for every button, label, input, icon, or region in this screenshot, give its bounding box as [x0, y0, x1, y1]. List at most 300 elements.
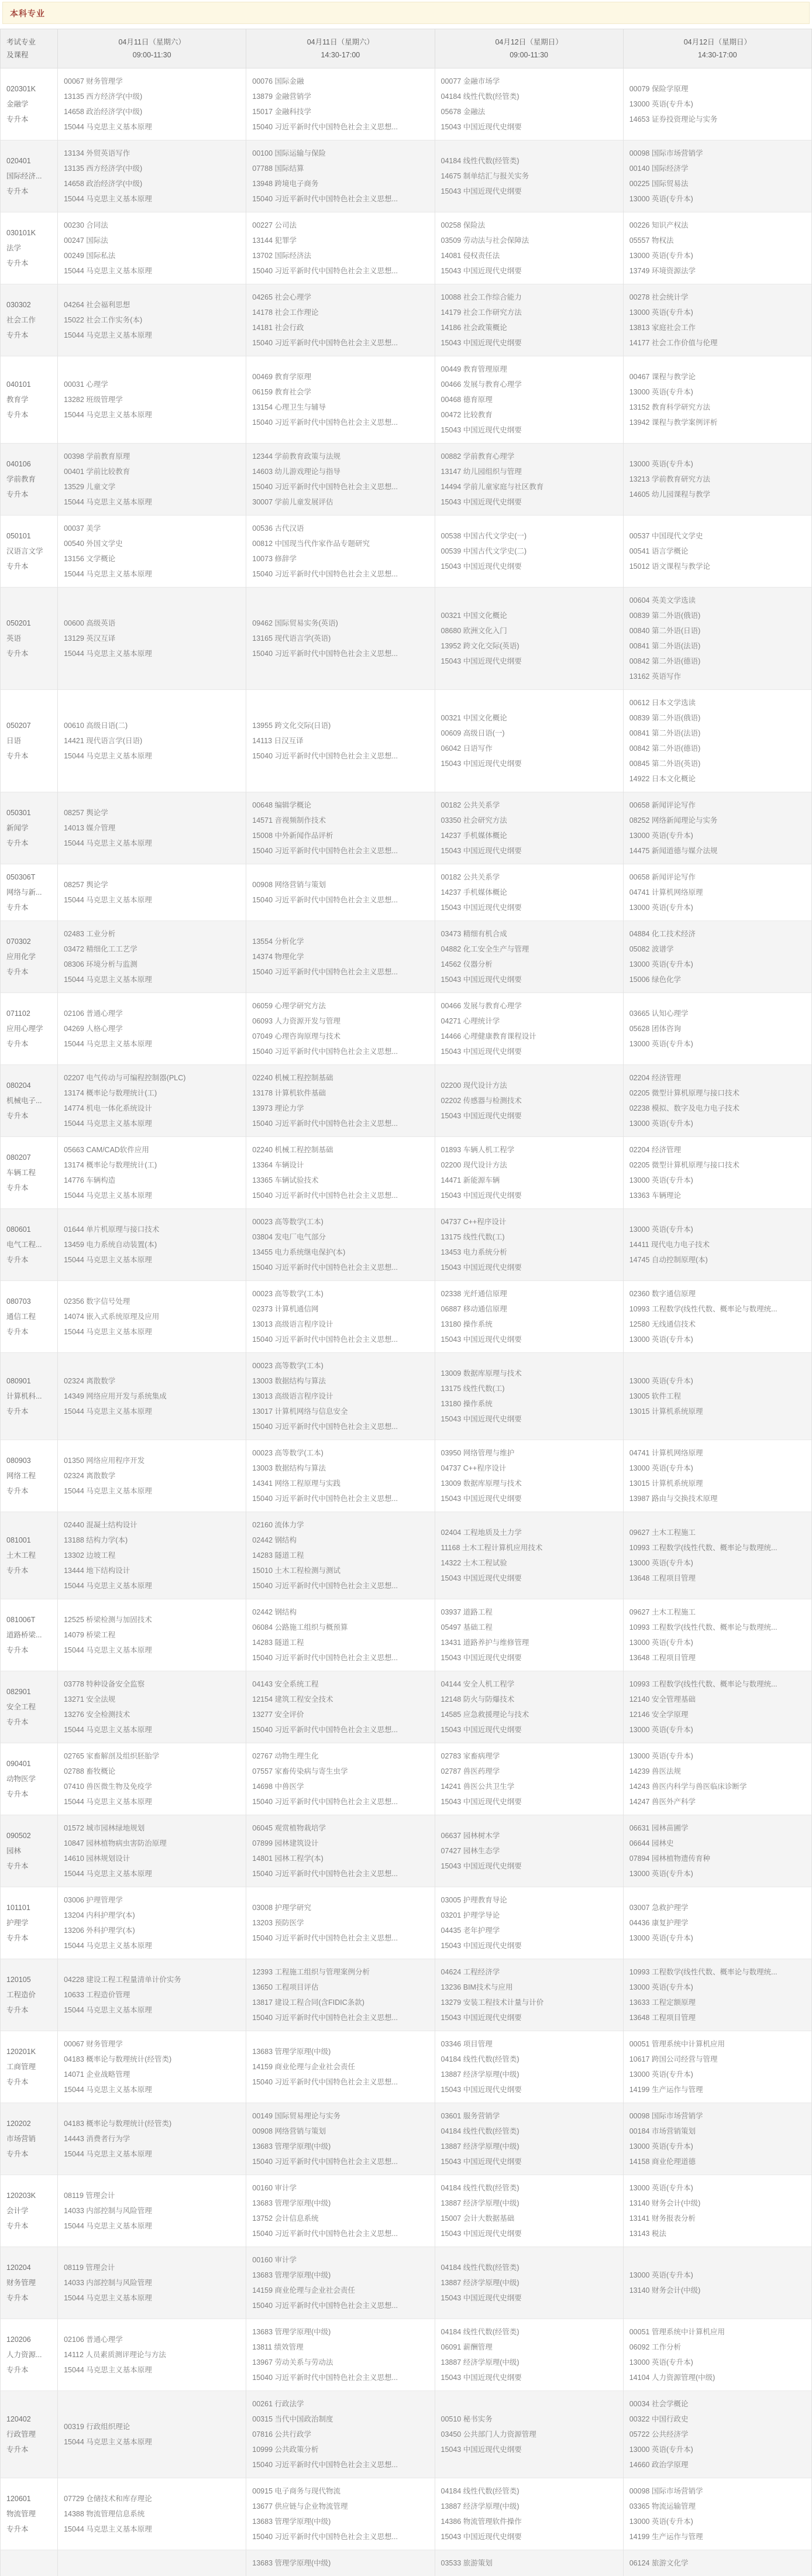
table-row: [1, 1281, 812, 1353]
schedule-cell: [58, 690, 246, 792]
major-code: 120206: [6, 2332, 51, 2347]
course-item: 01893 车辆人机工程学: [441, 1142, 617, 1158]
major-name: 机械电子...: [6, 1093, 51, 1108]
major-code: 080204: [6, 1078, 51, 1093]
course-item: 13000 英语(专升本): [629, 2442, 806, 2457]
course-item: 15043 中国近现代史纲要: [441, 494, 617, 510]
course-item: 14181 社会行政: [252, 320, 428, 335]
course-item: 07899 园林建筑设计: [252, 1836, 428, 1851]
major-cell: [1, 212, 58, 284]
table-row: [1, 2478, 812, 2550]
course-item: 03937 道路工程: [441, 1605, 617, 1620]
major-name: 应用化学: [6, 949, 51, 964]
course-item: 00468 德育原理: [441, 392, 617, 407]
course-item: 15040 习近平新时代中国特色社会主义思想...: [252, 479, 428, 494]
schedule-cell: [58, 1209, 246, 1281]
course-item: 15040 习近平新时代中国特色社会主义思想...: [252, 1491, 428, 1506]
major-cell: [1, 1281, 58, 1353]
course-item: 00182 公共关系学: [441, 870, 617, 885]
schedule-cell: [58, 212, 246, 284]
course-item: 00051 管理系统中计算机应用: [629, 2324, 806, 2340]
course-item: 14494 学前儿童家庭与社区教育: [441, 479, 617, 494]
schedule-cell: [246, 1743, 435, 1815]
course-item: 01572 城市园林绿地规划: [64, 1821, 240, 1836]
course-item: 15043 中国近现代史纲要: [441, 1044, 617, 1059]
course-item: 13009 数据库原理与技术: [441, 1476, 617, 1491]
table-row: [1, 1671, 812, 1743]
course-item: 03006 护理管理学: [64, 1892, 240, 1908]
course-item: 14776 车辆构造: [64, 1173, 240, 1188]
course-item: 15043 中国近现代史纲要: [441, 756, 617, 771]
course-item: 04265 社会心理学: [252, 290, 428, 305]
course-item: 02160 流体力学: [252, 1517, 428, 1533]
major-name: 金融学: [6, 97, 51, 112]
course-item: 13453 电力系统分析: [441, 1245, 617, 1260]
course-item: 02338 光纤通信原理: [441, 1286, 617, 1301]
course-item: 13165 现代语言学(英语): [252, 631, 428, 646]
major-name: 工商管理: [6, 2059, 51, 2074]
major-level: 专升本: [6, 2146, 51, 2162]
schedule-cell: [435, 993, 623, 1065]
course-item: 06091 薪酬管理: [441, 2340, 617, 2355]
course-item: 06059 心理学研究方法: [252, 998, 428, 1014]
major-code: 101101: [6, 1900, 51, 1915]
course-item: 13013 高级语言程序设计: [252, 1389, 428, 1404]
course-item: 02783 家畜病理学: [441, 1749, 617, 1764]
course-item: 03007 急救护理学: [629, 1900, 806, 1915]
table-row: [1, 284, 812, 356]
course-item: 14388 物流管理信息系统: [64, 2506, 240, 2522]
course-item: 05722 公共经济学: [629, 2427, 806, 2442]
course-item: 13683 管理学原理(中级): [252, 2514, 428, 2529]
table-row: [1, 1440, 812, 1512]
schedule-cell: [58, 1353, 246, 1440]
course-item: 14113 日汉互译: [252, 733, 428, 748]
course-item: 00037 美学: [64, 521, 240, 536]
major-name: 应用心理学: [6, 1021, 51, 1036]
course-item: 00077 金融市场学: [441, 74, 617, 89]
major-cell: [1, 690, 58, 792]
major-level: 专升本: [6, 2074, 51, 2090]
schedule-cell: [246, 140, 435, 212]
course-item: 14603 幼儿游戏理论与指导: [252, 464, 428, 479]
major-level: 专升本: [6, 1324, 51, 1339]
schedule-cell: [58, 792, 246, 864]
schedule-cell: [246, 2478, 435, 2550]
course-item: 15043 中国近现代史纲要: [441, 1650, 617, 1665]
schedule-cell: [623, 140, 811, 212]
course-item: 00472 比较教育: [441, 407, 617, 423]
course-item: 13365 车辆试验技术: [252, 1173, 428, 1188]
course-item: 13887 经济学原理(中级): [441, 2499, 617, 2514]
schedule-tbody: [1, 68, 812, 2576]
schedule-cell: [623, 1440, 811, 1512]
course-item: 07788 国际结算: [252, 161, 428, 176]
course-item: 13174 概率论与数理统计(工): [64, 1158, 240, 1173]
schedule-cell: [246, 1512, 435, 1599]
course-item: 14585 应急救援理论与技术: [441, 1707, 617, 1722]
schedule-cell: [623, 2031, 811, 2103]
schedule-cell: [435, 356, 623, 444]
course-item: 15008 中外新闻作品评析: [252, 828, 428, 843]
course-item: 03346 项目管理: [441, 2036, 617, 2052]
course-item: 00100 国际运输与保险: [252, 146, 428, 161]
course-item: 15043 中国近现代史纲要: [441, 2154, 617, 2169]
session-date: 04月12日（星期日）: [626, 36, 809, 49]
course-item: 00067 财务管理学: [64, 2036, 240, 2052]
schedule-cell: [58, 1440, 246, 1512]
course-item: 05663 CAM/CAD软件应用: [64, 1142, 240, 1158]
course-item: 15040 习近平新时代中国特色社会主义思想...: [252, 1722, 428, 1737]
course-item: 02204 经济管理: [629, 1070, 806, 1086]
major-cell: [1, 1440, 58, 1512]
course-item: 15044 马克思主义基本原理: [64, 2362, 240, 2378]
course-item: 03804 发电厂电气部分: [252, 1229, 428, 1245]
course-item: 05497 基础工程: [441, 1620, 617, 1635]
major-code: 120601: [6, 2491, 51, 2506]
course-item: 00319 行政组织理论: [64, 2419, 240, 2434]
course-item: 00839 第二外语(俄语): [629, 608, 806, 623]
major-name: 财务管理: [6, 2275, 51, 2290]
course-item: 00023 高等数学(工本): [252, 1214, 428, 1229]
course-item: 00226 知识产权法: [629, 218, 806, 233]
course-item: 14471 新能源车辆: [441, 1173, 617, 1188]
course-item: 10633 工程造价管理: [64, 1987, 240, 2003]
course-item: 03509 劳动法与社会保障法: [441, 233, 617, 248]
course-item: 15040 习近平新时代中国特色社会主义思想...: [252, 1794, 428, 1809]
course-item: 10073 修辞学: [252, 551, 428, 566]
course-item: 30007 学前儿童发展评估: [252, 494, 428, 510]
schedule-cell: [435, 1137, 623, 1209]
schedule-cell: [435, 1959, 623, 2031]
session-time: 09:00-11:30: [438, 49, 621, 61]
schedule-cell: [623, 516, 811, 588]
schedule-cell: [623, 68, 811, 140]
course-item: 10993 工程数学(线性代数、概率论与数理统...: [629, 1540, 806, 1555]
course-item: 06045 观赏植物栽培学: [252, 1821, 428, 1836]
schedule-cell: [58, 1743, 246, 1815]
major-cell: [1, 1743, 58, 1815]
schedule-cell: [246, 2103, 435, 2175]
major-cell: [1, 68, 58, 140]
course-item: 00604 英美文学选读: [629, 593, 806, 608]
session-time: 14:30-17:00: [626, 49, 809, 61]
course-item: 08306 环境分析与监测: [64, 957, 240, 972]
major-name: 安全工程: [6, 1699, 51, 1715]
schedule-cell: [435, 1743, 623, 1815]
schedule-cell: [246, 1353, 435, 1440]
major-cell: [1, 1353, 58, 1440]
major-name: 护理学: [6, 1915, 51, 1931]
schedule-cell: [246, 1671, 435, 1743]
course-item: 00908 网络营销与策划: [252, 2124, 428, 2139]
schedule-cell: [435, 1065, 623, 1137]
schedule-cell: [623, 1281, 811, 1353]
course-item: 15044 马克思主义基本原理: [64, 1483, 240, 1499]
header-major-line2: 及课程: [6, 49, 55, 61]
course-item: 15043 中国近现代史纲要: [441, 1108, 617, 1124]
schedule-cell: [58, 1887, 246, 1959]
course-item: 03008 护理学研究: [252, 1900, 428, 1915]
major-level: 专升本: [6, 1180, 51, 1196]
course-item: 00098 国际市场营销学: [629, 146, 806, 161]
table-row: [1, 140, 812, 212]
course-item: 14177 社会工作价值与伦理: [629, 335, 806, 351]
course-item: 00812 中国现当代作家作品专题研究: [252, 536, 428, 551]
course-item: 14443 消费者行为学: [64, 2131, 240, 2146]
course-item: 13000 英语(专升本): [629, 1722, 806, 1737]
course-item: 06887 移动通信原理: [441, 1301, 617, 1317]
major-name: 物流管理: [6, 2506, 51, 2522]
major-level: 专升本: [6, 328, 51, 343]
course-item: 02205 微型计算机原理与接口技术: [629, 1158, 806, 1173]
schedule-cell: [623, 1209, 811, 1281]
course-item: 04264 社会福利思想: [64, 297, 240, 312]
course-item: 13140 财务会计(中级): [629, 2196, 806, 2211]
course-item: 15043 中国近现代史纲要: [441, 1938, 617, 1953]
course-item: 15044 马克思主义基本原理: [64, 1578, 240, 1593]
schedule-cell: [435, 921, 623, 993]
course-item: 04741 计算机网络原理: [629, 885, 806, 900]
major-level: 专升本: [6, 1108, 51, 1124]
course-item: 15007 会计大数据基础: [441, 2211, 617, 2226]
schedule-cell: [435, 1209, 623, 1281]
header-row: [1, 29, 812, 68]
schedule-cell: [435, 588, 623, 690]
major-name: 车辆工程: [6, 1165, 51, 1180]
major-cell: [1, 1959, 58, 2031]
table-row: [1, 516, 812, 588]
major-name: 工程造价: [6, 1987, 51, 2003]
course-item: 15040 习近平新时代中国特色社会主义思想...: [252, 1578, 428, 1593]
course-item: 00539 中国古代文学史(二): [441, 544, 617, 559]
course-item: 15044 马克思主义基本原理: [64, 1938, 240, 1953]
course-item: 13003 数据结构与算法: [252, 1461, 428, 1476]
course-item: 13633 工程定额原理: [629, 1995, 806, 2010]
course-item: 15044 马克思主义基本原理: [64, 2146, 240, 2162]
major-cell: [1, 1815, 58, 1887]
course-item: 14013 媒介管理: [64, 820, 240, 836]
course-item: 13213 学前教育研究方法: [629, 472, 806, 487]
course-item: 15043 中国近现代史纲要: [441, 1491, 617, 1506]
course-item: 13134 外贸英语写作: [64, 146, 240, 161]
course-item: 14074 嵌入式系统原理及应用: [64, 1309, 240, 1324]
course-item: 15040 习近平新时代中国特色社会主义思想...: [252, 2529, 428, 2544]
schedule-cell: [246, 444, 435, 516]
major-name: 社会工作: [6, 312, 51, 328]
schedule-cell: [246, 2550, 435, 2576]
course-item: 13000 英语(专升本): [629, 1036, 806, 1052]
course-item: 14247 兽医外产科学: [629, 1794, 806, 1809]
schedule-cell: [435, 2103, 623, 2175]
course-item: 07894 园林植物遗传育种: [629, 1851, 806, 1866]
course-item: 13955 跨文化交际(日语): [252, 718, 428, 733]
schedule-cell: [623, 444, 811, 516]
course-item: 13000 英语(专升本): [629, 248, 806, 263]
course-item: 06644 园林史: [629, 1836, 806, 1851]
course-item: 00247 国际法: [64, 233, 240, 248]
course-item: 13000 英语(专升本): [629, 1866, 806, 1881]
course-item: 14421 现代语言学(日语): [64, 733, 240, 748]
table-row: [1, 2103, 812, 2175]
course-item: 15044 马克思主义基本原理: [64, 836, 240, 851]
schedule-cell: [58, 2550, 246, 2576]
course-item: 00249 国际私法: [64, 248, 240, 263]
course-item: 08680 欧洲文化入门: [441, 623, 617, 638]
schedule-cell: [58, 1815, 246, 1887]
schedule-cell: [435, 1353, 623, 1440]
table-row: [1, 2319, 812, 2391]
schedule-cell: [623, 284, 811, 356]
course-item: 15043 中国近现代史纲要: [441, 2290, 617, 2306]
schedule-cell: [623, 690, 811, 792]
major-name: 学前教育: [6, 472, 51, 487]
schedule-cell: [623, 1743, 811, 1815]
course-item: 13887 经济学原理(中级): [441, 2139, 617, 2154]
course-item: 13180 操作系统: [441, 1317, 617, 1332]
schedule-cell: [246, 1959, 435, 2031]
major-name: 日语: [6, 733, 51, 748]
schedule-cell: [623, 2175, 811, 2247]
course-item: 13000 英语(专升本): [629, 1332, 806, 1347]
table-row: [1, 444, 812, 516]
course-item: 15043 中国近现代史纲要: [441, 1188, 617, 1203]
course-item: 00466 发展与教育心理学: [441, 998, 617, 1014]
schedule-cell: [58, 1671, 246, 1743]
course-item: 13683 管理学原理(中级): [252, 2268, 428, 2283]
course-item: 15043 中国近现代史纲要: [441, 2370, 617, 2385]
course-item: 00841 第二外语(法语): [629, 638, 806, 654]
table-row: [1, 1959, 812, 2031]
course-item: 12148 防火与防爆技术: [441, 1692, 617, 1707]
schedule-cell: [623, 864, 811, 921]
major-cell: [1, 864, 58, 921]
schedule-cell: [435, 792, 623, 864]
course-item: 02373 计算机通信网: [252, 1301, 428, 1317]
course-item: 13282 班级管理学: [64, 392, 240, 407]
course-item: 00031 心理学: [64, 377, 240, 392]
header-session-2: [246, 29, 435, 68]
course-item: 15040 习近平新时代中国特色社会主义思想...: [252, 892, 428, 908]
course-item: 13175 线性代数(工): [441, 1229, 617, 1245]
course-item: 02204 经济管理: [629, 1142, 806, 1158]
course-item: 15017 金融科技学: [252, 104, 428, 119]
course-item: 15040 习近平新时代中国特色社会主义思想...: [252, 2370, 428, 2385]
course-item: 06637 园林树木学: [441, 1828, 617, 1843]
major-level: 专升本: [6, 1859, 51, 1874]
course-item: 13987 路由与交换技术原理: [629, 1491, 806, 1506]
course-item: 04183 概率论与数理统计(经管类): [64, 2052, 240, 2067]
course-item: 13156 文学概论: [64, 551, 240, 566]
schedule-cell: [58, 2031, 246, 2103]
schedule-cell: [435, 1599, 623, 1671]
course-item: 02324 离散数学: [64, 1373, 240, 1389]
table-row: [1, 921, 812, 993]
schedule-cell: [435, 1671, 623, 1743]
course-item: 13973 理论力学: [252, 1101, 428, 1116]
course-item: 10847 园林植物病虫害防治原理: [64, 1836, 240, 1851]
major-cell: [1, 444, 58, 516]
course-item: 15043 中国近现代史纲要: [441, 1571, 617, 1586]
course-item: 00098 国际市场营销学: [629, 2484, 806, 2499]
course-item: 15040 习近平新时代中国特色社会主义思想...: [252, 1650, 428, 1665]
course-item: 13017 计算机网络与信息安全: [252, 1404, 428, 1419]
course-item: 00140 国际经济学: [629, 161, 806, 176]
course-item: 15043 中国近现代史纲要: [441, 843, 617, 858]
course-item: 13431 道路养护与维修管理: [441, 1635, 617, 1650]
course-item: 03778 特种设备安全监察: [64, 1677, 240, 1692]
major-cell: [1, 284, 58, 356]
course-item: 02788 畜牧概论: [64, 1764, 240, 1779]
course-item: 15043 中国近现代史纲要: [441, 1859, 617, 1874]
course-item: 14801 园林工程学(本): [252, 1851, 428, 1866]
course-item: 00315 当代中国政治制度: [252, 2412, 428, 2427]
major-code: 050301: [6, 805, 51, 820]
table-row: [1, 2391, 812, 2478]
course-item: 14745 自动控制原理(本): [629, 1252, 806, 1268]
major-level: 专升本: [6, 1643, 51, 1658]
course-item: 13162 英语写作: [629, 669, 806, 684]
course-item: 15043 中国近现代史纲要: [441, 184, 617, 199]
schedule-cell: [58, 1065, 246, 1137]
course-item: 13009 数据库原理与技术: [441, 1366, 617, 1381]
course-item: 14071 企业战略管理: [64, 2067, 240, 2082]
course-item: 00840 第二外语(日语): [629, 623, 806, 638]
course-item: 14675 制单结汇与报关实务: [441, 169, 617, 184]
schedule-cell: [435, 2031, 623, 2103]
schedule-cell: [246, 993, 435, 1065]
major-name: 计算机科...: [6, 1389, 51, 1404]
course-item: 14104 人力资源管理(中级): [629, 2370, 806, 2385]
table-row: [1, 356, 812, 444]
course-item: 13000 英语(专升本): [629, 1980, 806, 1995]
schedule-cell: [623, 1137, 811, 1209]
course-item: 13000 英语(专升本): [629, 2067, 806, 2082]
course-item: 04183 概率论与数理统计(经管类): [64, 2116, 240, 2131]
schedule-cell: [246, 2247, 435, 2319]
course-item: 13135 西方经济学(中级): [64, 89, 240, 104]
course-item: 13174 概率论与数理统计(工): [64, 1086, 240, 1101]
course-item: 00230 合同法: [64, 218, 240, 233]
major-code: 050306T: [6, 870, 51, 885]
major-cell: [1, 1887, 58, 1959]
course-item: 13887 经济学原理(中级): [441, 2355, 617, 2370]
major-cell: [1, 921, 58, 993]
course-item: 15043 中国近现代史纲要: [441, 2226, 617, 2241]
course-item: 13749 环境资源法学: [629, 263, 806, 279]
course-item: 04271 心理统计学: [441, 1014, 617, 1029]
course-item: 09627 土木工程施工: [629, 1605, 806, 1620]
course-item: 14922 日本文化概论: [629, 771, 806, 786]
major-code: 080903: [6, 1453, 51, 1468]
course-item: 15043 中国近现代史纲要: [441, 1794, 617, 1809]
course-item: 12525 桥梁检测与加固技术: [64, 1612, 240, 1627]
course-item: 04624 工程经济学: [441, 1964, 617, 1980]
course-item: 15043 中国近现代史纲要: [441, 2010, 617, 2025]
major-name: 教育学: [6, 392, 51, 407]
course-item: 13811 绩效管理: [252, 2340, 428, 2355]
course-item: 15043 中国近现代史纲要: [441, 1722, 617, 1737]
course-item: 13188 结构力学(本): [64, 1533, 240, 1548]
schedule-cell: [246, 588, 435, 690]
course-item: 13277 安全评价: [252, 1707, 428, 1722]
schedule-cell: [246, 1065, 435, 1137]
schedule-cell: [58, 2175, 246, 2247]
course-item: 15043 中国近现代史纲要: [441, 972, 617, 987]
course-item: 14658 政治经济学(中级): [64, 104, 240, 119]
course-item: 00449 教育管理原理: [441, 362, 617, 377]
course-item: 14658 政治经济学(中级): [64, 176, 240, 191]
